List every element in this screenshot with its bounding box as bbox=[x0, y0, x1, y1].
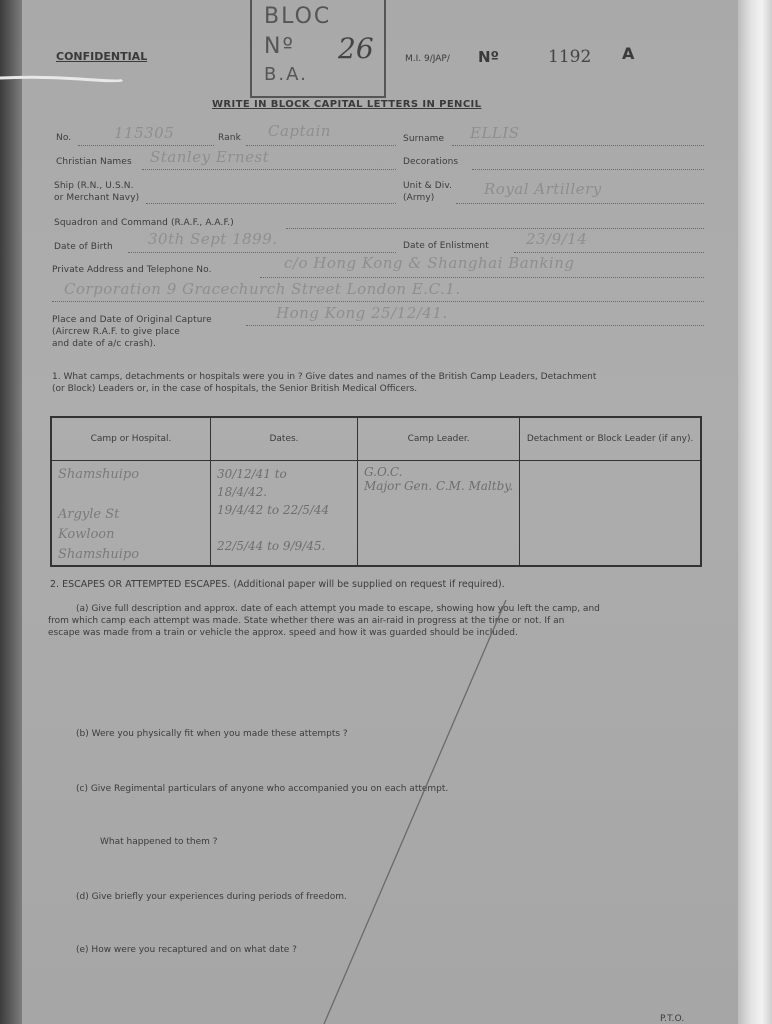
rank-label: Rank bbox=[218, 133, 241, 143]
stamp-number: 26 bbox=[338, 32, 374, 65]
block-stamp bbox=[250, 0, 386, 98]
header-camp: Camp or Hospital. bbox=[51, 417, 211, 461]
section-2-d: (d) Give briefly your experiences during periods of freedom. bbox=[76, 892, 347, 902]
address-value-1: c/o Hong Kong & Shanghai Banking bbox=[284, 254, 575, 272]
no-value: 115305 bbox=[114, 124, 175, 142]
section-2-b: (b) Were you physically fit when you made these attempts ? bbox=[76, 729, 348, 739]
unit-value: Royal Artillery bbox=[484, 180, 602, 198]
form-suffix: A bbox=[622, 44, 635, 63]
table-row bbox=[51, 461, 701, 567]
camp-leader: G.O.C. Major Gen. C.M. Maltby. bbox=[364, 465, 514, 493]
detachment-leader bbox=[520, 461, 700, 465]
unit-label-2: (Army) bbox=[403, 193, 435, 203]
stamp-line-3: B.A. bbox=[264, 64, 308, 85]
section-2-a-line-3: escape was made from a train or vehicle the approx. speed and how it was guarded should be included. bbox=[48, 628, 518, 638]
camp-table-header bbox=[51, 417, 701, 461]
mi-reference: M.I. 9/JAP/ bbox=[405, 54, 450, 64]
surname-value: ELLIS bbox=[470, 124, 520, 142]
header-camp-leader: Camp Leader. bbox=[358, 417, 520, 461]
dob-label: Date of Birth bbox=[54, 242, 113, 252]
ship-label-2: or Merchant Navy) bbox=[54, 193, 140, 203]
unit-label-1: Unit & Div. bbox=[403, 181, 453, 191]
section-2-c: (c) Give Regimental particulars of anyone who accompanied you on each attempt. bbox=[76, 784, 449, 794]
capture-label-3: and date of a/c crash). bbox=[52, 339, 157, 349]
enlistment-value: 23/9/14 bbox=[526, 230, 588, 248]
header-detachment-leader: Detachment or Block Leader (if any). bbox=[520, 417, 701, 461]
question-1-line-1: 1. What camps, detachments or hospitals were you in ? Give dates and names of the British Camp Leaders, Detachment bbox=[52, 372, 597, 382]
table-cell bbox=[520, 461, 701, 567]
header-dates: Dates. bbox=[211, 417, 358, 461]
capture-label-2: (Aircrew R.A.F. to give place bbox=[52, 327, 180, 337]
pto-label: P.T.O. bbox=[660, 1014, 685, 1024]
section-2-a-line-2: from which camp each attempt was made. State whether there was an air-raid in progress at the time or not. If an bbox=[48, 616, 565, 626]
surname-label: Surname bbox=[403, 134, 445, 144]
ship-label-1: Ship (R.N., U.S.N. bbox=[54, 181, 134, 191]
decorations-label: Decorations bbox=[403, 157, 459, 167]
enlistment-label: Date of Enlistment bbox=[403, 241, 489, 251]
section-2-heading: 2. ESCAPES OR ATTEMPTED ESCAPES. (Additional paper will be supplied on request if required). bbox=[50, 579, 505, 590]
capture-label-1: Place and Date of Original Capture bbox=[52, 315, 212, 325]
table-cell bbox=[358, 461, 520, 567]
christian-names-label: Christian Names bbox=[56, 157, 132, 167]
camp-names: Shamshuipo Argyle St Kowloon Shamshuipo bbox=[58, 467, 140, 562]
dob-value: 30th Sept 1899. bbox=[148, 230, 278, 248]
table-cell bbox=[211, 461, 358, 567]
question-1-line-2: (or Block) Leaders or, in the case of hospitals, the Senior British Medical Officers. bbox=[52, 384, 418, 394]
section-2-c-followup: What happened to them ? bbox=[100, 837, 218, 847]
instruction-heading: WRITE IN BLOCK CAPITAL LETTERS IN PENCIL bbox=[212, 99, 482, 110]
number-label: Nº bbox=[478, 48, 500, 66]
camp-table bbox=[50, 416, 702, 567]
address-label: Private Address and Telephone No. bbox=[52, 265, 212, 275]
folder-edge-right bbox=[738, 0, 772, 1024]
address-value-2: Corporation 9 Gracechurch Street London E.C.1. bbox=[64, 280, 461, 298]
camp-dates: 30/12/41 to 18/4/42. 19/4/42 to 22/5/44 22/5/44 to 9/9/45. bbox=[217, 467, 330, 553]
table-cell bbox=[51, 461, 211, 567]
form-number: 1192 bbox=[548, 47, 592, 67]
christian-names-value: Stanley Ernest bbox=[150, 148, 270, 166]
no-label: No. bbox=[56, 133, 72, 143]
capture-value: Hong Kong 25/12/41. bbox=[276, 304, 448, 322]
section-2-e: (e) How were you recaptured and on what date ? bbox=[76, 945, 297, 955]
rank-value: Captain bbox=[268, 122, 331, 140]
section-2-a-line-1: (a) Give full description and approx. date of each attempt you made to escape, showing how you left the camp, and bbox=[76, 604, 600, 614]
tie-string bbox=[0, 74, 124, 84]
squadron-label: Squadron and Command (R.A.F., A.A.F.) bbox=[54, 218, 234, 228]
stamp-line-1: BLOC bbox=[264, 4, 332, 29]
confidential-label: CONFIDENTIAL bbox=[56, 50, 148, 63]
stamp-line-2: Nº bbox=[264, 34, 295, 59]
pencil-strike-line bbox=[320, 600, 520, 1024]
